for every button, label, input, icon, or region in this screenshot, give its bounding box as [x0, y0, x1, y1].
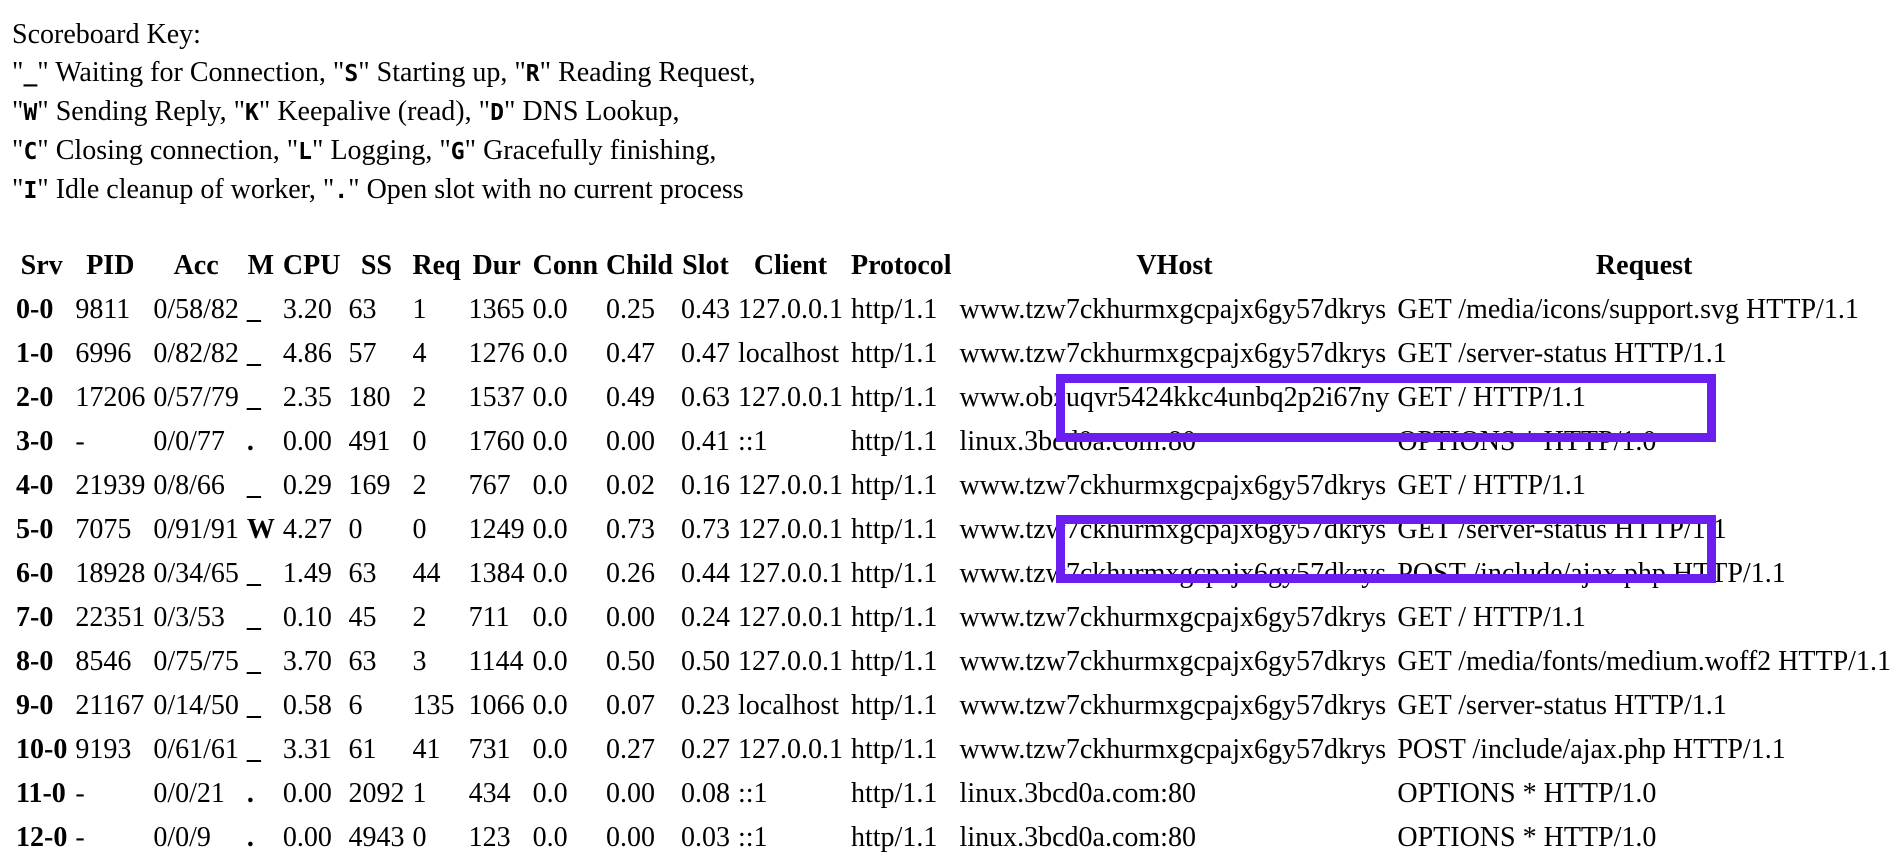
- status-code: G: [450, 139, 465, 165]
- cell-slot: 0.08: [680, 778, 730, 809]
- column-header-ss: SS: [360, 250, 393, 281]
- status-description: Sending Reply,: [48, 96, 234, 127]
- scoreboard-key-line: "W" Sending Reply, "K" Keepalive (read), "D" DNS Lookup,: [12, 96, 680, 127]
- column-header-m: M: [247, 250, 275, 281]
- cell-vhost: www.tzw7ckhurmxgcpajx6gy57dkrys: [959, 734, 1387, 765]
- cell-protocol: http/1.1: [850, 294, 938, 325]
- cell-m: _: [246, 602, 261, 633]
- table-row: [12, 332, 1895, 376]
- cell-m: _: [246, 690, 261, 721]
- cell-vhost: www.tzw7ckhurmxgcpajx6gy57dkrys: [959, 690, 1387, 721]
- cell-cpu: 3.31: [282, 734, 332, 765]
- cell-conn: 0.0: [532, 470, 568, 501]
- cell-conn: 0.0: [532, 338, 568, 369]
- cell-dur: 1384: [468, 558, 525, 589]
- cell-srv: 12-0: [16, 822, 68, 853]
- cell-request: GET /media/fonts/medium.woff2 HTTP/1.1: [1397, 646, 1891, 677]
- column-header-pid: PID: [86, 250, 135, 281]
- cell-req: 41: [412, 734, 441, 765]
- cell-pid: 21939: [75, 470, 146, 501]
- cell-client: 127.0.0.1: [737, 382, 843, 413]
- cell-m: _: [246, 646, 261, 677]
- cell-ss: 45: [348, 602, 377, 633]
- scoreboard-key-title: Scoreboard Key:: [12, 19, 201, 50]
- cell-protocol: http/1.1: [850, 602, 938, 633]
- table-row: [12, 288, 1895, 332]
- status-code: _: [23, 61, 38, 87]
- cell-ss: 0: [348, 514, 363, 545]
- cell-pid: 7075: [75, 514, 132, 545]
- cell-client: 127.0.0.1: [737, 294, 843, 325]
- column-header-srv: Srv: [20, 250, 63, 281]
- cell-dur: 767: [468, 470, 511, 501]
- cell-protocol: http/1.1: [850, 778, 938, 809]
- cell-acc: 0/61/61: [153, 734, 239, 765]
- cell-child: 0.00: [606, 602, 656, 633]
- cell-conn: 0.0: [532, 822, 568, 853]
- cell-client: 127.0.0.1: [737, 602, 843, 633]
- status-code: L: [298, 139, 313, 165]
- cell-req: 4: [412, 338, 427, 369]
- cell-slot: 0.24: [680, 602, 730, 633]
- cell-cpu: 4.86: [282, 338, 332, 369]
- cell-m: _: [246, 470, 261, 501]
- cell-child: 0.00: [606, 426, 656, 457]
- cell-acc: 0/91/91: [153, 514, 239, 545]
- cell-conn: 0.0: [532, 426, 568, 457]
- cell-dur: 434: [468, 778, 511, 809]
- scoreboard-key-line: "_" Waiting for Connection, "S" Starting up, "R" Reading Request,: [12, 57, 756, 88]
- cell-vhost: www.tzw7ckhurmxgcpajx6gy57dkrys: [959, 294, 1387, 325]
- cell-cpu: 0.10: [282, 602, 332, 633]
- cell-protocol: http/1.1: [850, 734, 938, 765]
- cell-dur: 711: [468, 602, 510, 633]
- cell-child: 0.50: [606, 646, 656, 677]
- cell-req: 2: [412, 382, 427, 413]
- cell-client: localhost: [737, 690, 840, 721]
- cell-vhost: www.tzw7ckhurmxgcpajx6gy57dkrys: [959, 558, 1387, 589]
- cell-slot: 0.43: [680, 294, 730, 325]
- cell-dur: 1249: [468, 514, 525, 545]
- cell-srv: 4-0: [16, 470, 54, 501]
- cell-m: _: [246, 382, 261, 413]
- cell-request: GET / HTTP/1.1: [1397, 470, 1586, 501]
- cell-req: 1: [412, 778, 427, 809]
- cell-cpu: 0.29: [282, 470, 332, 501]
- cell-req: 1: [412, 294, 427, 325]
- cell-child: 0.49: [606, 382, 656, 413]
- cell-srv: 5-0: [16, 514, 54, 545]
- cell-m: _: [246, 558, 261, 589]
- cell-dur: 1365: [468, 294, 525, 325]
- cell-conn: 0.0: [532, 646, 568, 677]
- cell-req: 0: [412, 514, 427, 545]
- cell-protocol: http/1.1: [850, 822, 938, 853]
- status-code: S: [344, 61, 359, 87]
- cell-ss: 2092: [348, 778, 405, 809]
- cell-protocol: http/1.1: [850, 514, 938, 545]
- column-header-child: Child: [606, 250, 673, 281]
- cell-acc: 0/8/66: [153, 470, 225, 501]
- cell-dur: 1144: [468, 646, 524, 677]
- cell-client: 127.0.0.1: [737, 470, 843, 501]
- cell-vhost: www.obzuqvr5424kkc4unbq2p2i67ny: [959, 382, 1390, 413]
- cell-ss: 169: [348, 470, 391, 501]
- table-row: [12, 376, 1895, 420]
- cell-req: 0: [412, 426, 427, 457]
- cell-acc: 0/75/75: [153, 646, 239, 677]
- cell-acc: 0/0/9: [153, 822, 211, 853]
- column-header-request: Request: [1595, 250, 1693, 281]
- column-header-req: Req: [412, 250, 461, 281]
- column-header-vhost: VHost: [1136, 250, 1213, 281]
- cell-slot: 0.44: [680, 558, 730, 589]
- cell-client: ::1: [737, 778, 768, 809]
- cell-vhost: linux.3bcd0a.com:80: [959, 822, 1196, 853]
- cell-child: 0.07: [606, 690, 656, 721]
- status-code: .: [334, 178, 349, 204]
- status-description: Closing connection,: [48, 135, 287, 166]
- cell-acc: 0/14/50: [153, 690, 239, 721]
- cell-acc: 0/58/82: [153, 294, 239, 325]
- scoreboard-key-line: "I" Idle cleanup of worker, "." Open slot with no current process: [12, 174, 744, 205]
- cell-cpu: 0.58: [282, 690, 332, 721]
- cell-srv: 7-0: [16, 602, 54, 633]
- status-description: Open slot with no current process: [359, 174, 744, 205]
- cell-acc: 0/57/79: [153, 382, 239, 413]
- cell-m: _: [246, 734, 261, 765]
- cell-vhost: www.tzw7ckhurmxgcpajx6gy57dkrys: [959, 470, 1387, 501]
- cell-client: localhost: [737, 338, 840, 369]
- status-description: Starting up,: [369, 57, 515, 88]
- cell-acc: 0/82/82: [153, 338, 239, 369]
- cell-req: 2: [412, 470, 427, 501]
- status-description: Reading Request,: [551, 57, 756, 88]
- cell-dur: 1276: [468, 338, 525, 369]
- cell-slot: 0.23: [680, 690, 730, 721]
- column-header-slot: Slot: [682, 250, 729, 281]
- cell-pid: 17206: [75, 382, 146, 413]
- cell-pid: 9811: [75, 294, 131, 325]
- cell-request: GET /server-status HTTP/1.1: [1397, 338, 1727, 369]
- column-header-acc: Acc: [173, 250, 219, 281]
- cell-client: ::1: [737, 822, 768, 853]
- column-header-client: Client: [753, 250, 828, 281]
- cell-ss: 57: [348, 338, 377, 369]
- cell-slot: 0.16: [680, 470, 730, 501]
- table-row: [12, 684, 1895, 728]
- cell-protocol: http/1.1: [850, 470, 938, 501]
- column-header-dur: Dur: [472, 250, 521, 281]
- cell-vhost: linux.3bcd0a.com:80: [959, 778, 1196, 809]
- cell-conn: 0.0: [532, 690, 568, 721]
- cell-req: 135: [412, 690, 455, 721]
- scoreboard-key-lines: [12, 54, 756, 210]
- cell-vhost: www.tzw7ckhurmxgcpajx6gy57dkrys: [959, 338, 1387, 369]
- cell-req: 2: [412, 602, 427, 633]
- cell-client: 127.0.0.1: [737, 558, 843, 589]
- cell-child: 0.02: [606, 470, 656, 501]
- cell-ss: 63: [348, 294, 377, 325]
- table-row: [12, 508, 1895, 552]
- cell-acc: 0/0/77: [153, 426, 225, 457]
- cell-vhost: www.tzw7ckhurmxgcpajx6gy57dkrys: [959, 514, 1387, 545]
- cell-ss: 491: [348, 426, 391, 457]
- cell-protocol: http/1.1: [850, 646, 938, 677]
- cell-cpu: 0.00: [282, 822, 332, 853]
- status-description: Idle cleanup of worker,: [48, 174, 323, 205]
- cell-cpu: 0.00: [282, 426, 332, 457]
- cell-acc: 0/0/21: [153, 778, 225, 809]
- cell-slot: 0.73: [680, 514, 730, 545]
- cell-request: OPTIONS * HTTP/1.0: [1397, 778, 1657, 809]
- cell-ss: 63: [348, 558, 377, 589]
- cell-srv: 10-0: [16, 734, 68, 765]
- cell-pid: 8546: [75, 646, 132, 677]
- status-code: K: [245, 100, 259, 126]
- table-row: [12, 816, 1895, 860]
- cell-child: 0.00: [606, 822, 656, 853]
- cell-conn: 0.0: [532, 514, 568, 545]
- scoreboard-key-line: "C" Closing connection, "L" Logging, "G" Gracefully finishing,: [12, 135, 717, 166]
- status-description: DNS Lookup,: [515, 96, 680, 127]
- cell-req: 0: [412, 822, 427, 853]
- cell-acc: 0/3/53: [153, 602, 225, 633]
- cell-vhost: www.tzw7ckhurmxgcpajx6gy57dkrys: [959, 602, 1387, 633]
- cell-conn: 0.0: [532, 382, 568, 413]
- cell-srv: 8-0: [16, 646, 54, 677]
- cell-vhost: www.tzw7ckhurmxgcpajx6gy57dkrys: [959, 646, 1387, 677]
- cell-protocol: http/1.1: [850, 338, 938, 369]
- cell-ss: 180: [348, 382, 391, 413]
- cell-pid: -: [75, 426, 85, 457]
- cell-dur: 1760: [468, 426, 525, 457]
- table-row: [12, 420, 1895, 464]
- cell-req: 44: [412, 558, 441, 589]
- cell-client: ::1: [737, 426, 768, 457]
- cell-pid: 6996: [75, 338, 132, 369]
- status-code: D: [490, 100, 504, 126]
- cell-slot: 0.03: [680, 822, 730, 853]
- table-row: [12, 552, 1895, 596]
- cell-m: .: [246, 426, 254, 457]
- cell-slot: 0.47: [680, 338, 730, 369]
- cell-m: .: [246, 778, 254, 809]
- cell-cpu: 0.00: [282, 778, 332, 809]
- status-description: Logging,: [323, 135, 440, 166]
- cell-child: 0.26: [606, 558, 656, 589]
- cell-client: 127.0.0.1: [737, 646, 843, 677]
- cell-request: GET /server-status HTTP/1.1: [1397, 514, 1727, 545]
- cell-cpu: 3.20: [282, 294, 332, 325]
- cell-request: GET / HTTP/1.1: [1397, 602, 1586, 633]
- cell-srv: 3-0: [16, 426, 54, 457]
- cell-pid: -: [75, 822, 85, 853]
- cell-srv: 6-0: [16, 558, 54, 589]
- cell-protocol: http/1.1: [850, 382, 938, 413]
- cell-child: 0.25: [606, 294, 656, 325]
- cell-dur: 731: [468, 734, 511, 765]
- cell-request: POST /include/ajax.php HTTP/1.1: [1397, 734, 1786, 765]
- cell-child: 0.47: [606, 338, 656, 369]
- cell-dur: 1066: [468, 690, 525, 721]
- cell-conn: 0.0: [532, 778, 568, 809]
- column-header-protocol: Protocol: [850, 250, 952, 281]
- cell-request: OPTIONS * HTTP/1.0: [1397, 426, 1657, 457]
- cell-slot: 0.41: [680, 426, 730, 457]
- status-code: C: [23, 139, 38, 165]
- cell-pid: -: [75, 778, 85, 809]
- status-description: Keepalive (read),: [270, 96, 479, 127]
- cell-vhost: linux.3bcd0a.com:80: [959, 426, 1196, 457]
- cell-conn: 0.0: [532, 558, 568, 589]
- cell-srv: 1-0: [16, 338, 54, 369]
- cell-ss: 63: [348, 646, 377, 677]
- cell-m: W: [246, 514, 275, 545]
- cell-pid: 9193: [75, 734, 132, 765]
- cell-ss: 6: [348, 690, 363, 721]
- cell-client: 127.0.0.1: [737, 734, 843, 765]
- cell-m: .: [246, 822, 254, 853]
- cell-pid: 22351: [75, 602, 146, 633]
- cell-pid: 18928: [75, 558, 146, 589]
- cell-ss: 61: [348, 734, 377, 765]
- status-code: R: [525, 61, 540, 87]
- table-body: [12, 288, 1895, 860]
- cell-dur: 123: [468, 822, 511, 853]
- table-row: [12, 640, 1895, 684]
- cell-request: GET / HTTP/1.1: [1397, 382, 1586, 413]
- cell-srv: 11-0: [16, 778, 66, 809]
- cell-cpu: 2.35: [282, 382, 332, 413]
- cell-cpu: 1.49: [282, 558, 332, 589]
- cell-protocol: http/1.1: [850, 558, 938, 589]
- cell-protocol: http/1.1: [850, 426, 938, 457]
- cell-pid: 21167: [75, 690, 145, 721]
- cell-request: POST /include/ajax.php HTTP/1.1: [1397, 558, 1786, 589]
- table-header-row: [12, 244, 1895, 288]
- cell-acc: 0/34/65: [153, 558, 239, 589]
- cell-request: OPTIONS * HTTP/1.0: [1397, 822, 1657, 853]
- cell-slot: 0.63: [680, 382, 730, 413]
- table-row: [12, 464, 1895, 508]
- status-description: Gracefully finishing,: [476, 135, 717, 166]
- cell-child: 0.00: [606, 778, 656, 809]
- cell-m: _: [246, 294, 261, 325]
- column-header-conn: Conn: [532, 250, 599, 281]
- cell-ss: 4943: [348, 822, 405, 853]
- scoreboard-table: [12, 244, 1895, 860]
- status-code: I: [23, 178, 38, 204]
- cell-client: 127.0.0.1: [737, 514, 843, 545]
- cell-conn: 0.0: [532, 734, 568, 765]
- column-header-cpu: CPU: [282, 250, 341, 281]
- cell-cpu: 4.27: [282, 514, 332, 545]
- cell-request: GET /media/icons/support.svg HTTP/1.1: [1397, 294, 1859, 325]
- cell-conn: 0.0: [532, 602, 568, 633]
- cell-srv: 9-0: [16, 690, 54, 721]
- cell-dur: 1537: [468, 382, 525, 413]
- cell-srv: 0-0: [16, 294, 54, 325]
- cell-slot: 0.50: [680, 646, 730, 677]
- cell-protocol: http/1.1: [850, 690, 938, 721]
- cell-conn: 0.0: [532, 294, 568, 325]
- status-code: W: [23, 100, 38, 126]
- cell-child: 0.27: [606, 734, 656, 765]
- cell-child: 0.73: [606, 514, 656, 545]
- cell-srv: 2-0: [16, 382, 54, 413]
- table-row: [12, 596, 1895, 640]
- cell-cpu: 3.70: [282, 646, 332, 677]
- cell-slot: 0.27: [680, 734, 730, 765]
- table-row: [12, 772, 1895, 816]
- cell-m: _: [246, 338, 261, 369]
- cell-req: 3: [412, 646, 427, 677]
- scoreboard-key: [12, 16, 756, 210]
- status-description: Waiting for Connection,: [48, 57, 333, 88]
- cell-request: GET /server-status HTTP/1.1: [1397, 690, 1727, 721]
- table-row: [12, 728, 1895, 772]
